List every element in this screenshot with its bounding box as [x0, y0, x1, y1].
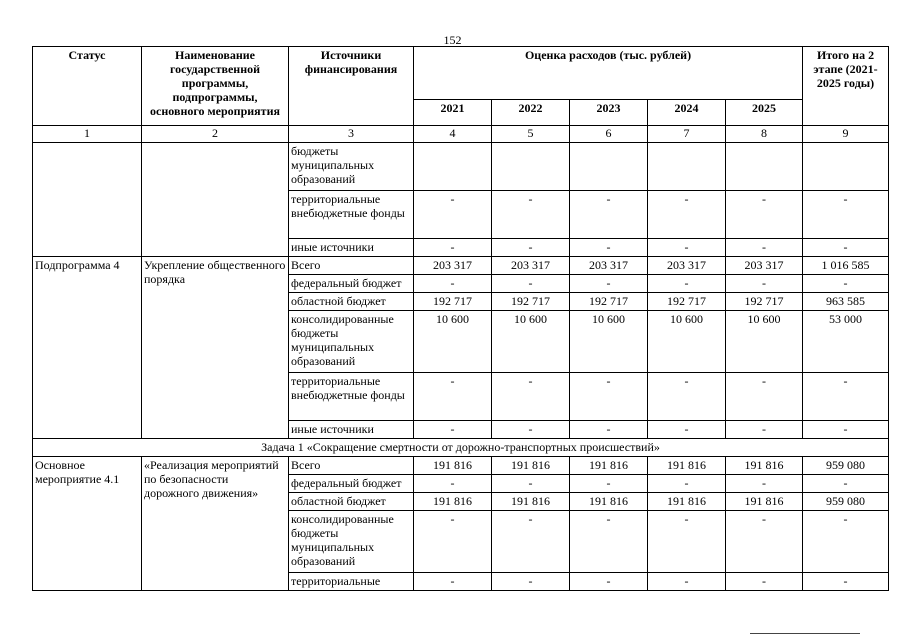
value-cell: - — [414, 191, 492, 239]
value-cell: - — [414, 421, 492, 439]
value-cell: - — [726, 511, 803, 573]
program-name-cell: «Реализация мероприятий по безопасности дорожного движения» — [142, 457, 289, 591]
value-cell: - — [492, 275, 570, 293]
value-cell: - — [570, 239, 648, 257]
column-number: 3 — [289, 126, 414, 143]
source-cell: федеральный бюджет — [289, 475, 414, 493]
value-cell: - — [648, 191, 726, 239]
total-cell: - — [803, 373, 889, 421]
total-cell: - — [803, 573, 889, 591]
total-cell: - — [803, 511, 889, 573]
value-cell: - — [492, 475, 570, 493]
value-cell: - — [570, 511, 648, 573]
total-cell: - — [803, 275, 889, 293]
header-year: 2024 — [648, 100, 726, 126]
value-cell: - — [648, 275, 726, 293]
bottom-divider — [750, 633, 860, 634]
value-cell: - — [726, 573, 803, 591]
status-cell: Основное мероприятие 4.1 — [33, 457, 142, 591]
total-cell: - — [803, 475, 889, 493]
source-cell: территориальные внебюджетные фонды — [289, 373, 414, 421]
value-cell: 191 816 — [492, 493, 570, 511]
value-cell: - — [414, 573, 492, 591]
value-cell: - — [570, 421, 648, 439]
value-cell: - — [726, 421, 803, 439]
value-cell: 191 816 — [570, 493, 648, 511]
value-cell: - — [414, 373, 492, 421]
table-row — [33, 257, 889, 275]
status-cell: Подпрограмма 4 — [33, 257, 142, 439]
status-cell — [33, 143, 142, 257]
column-number: 4 — [414, 126, 492, 143]
source-cell: бюджеты муниципальных образований — [289, 143, 414, 191]
source-cell: областной бюджет — [289, 293, 414, 311]
value-cell: - — [414, 475, 492, 493]
value-cell: 192 717 — [414, 293, 492, 311]
value-cell — [570, 143, 648, 191]
task-row — [33, 439, 889, 457]
value-cell: - — [492, 421, 570, 439]
value-cell: - — [726, 475, 803, 493]
column-number: 2 — [142, 126, 289, 143]
value-cell: - — [492, 373, 570, 421]
value-cell: 10 600 — [570, 311, 648, 373]
column-number: 5 — [492, 126, 570, 143]
value-cell: - — [648, 421, 726, 439]
total-cell: - — [803, 239, 889, 257]
source-cell: консолидированные бюджеты муниципальных образований — [289, 311, 414, 373]
header-year: 2022 — [492, 100, 570, 126]
value-cell: 203 317 — [492, 257, 570, 275]
column-number: 8 — [726, 126, 803, 143]
source-cell: иные источники — [289, 239, 414, 257]
total-cell: 53 000 — [803, 311, 889, 373]
total-cell: 959 080 — [803, 493, 889, 511]
source-cell: консолидированные бюджеты муниципальных образований — [289, 511, 414, 573]
value-cell: 10 600 — [492, 311, 570, 373]
column-number: 9 — [803, 126, 889, 143]
program-name-cell: Укрепление общественного порядка — [142, 257, 289, 439]
value-cell: - — [648, 573, 726, 591]
value-cell: 203 317 — [570, 257, 648, 275]
value-cell: 191 816 — [414, 457, 492, 475]
value-cell: - — [726, 239, 803, 257]
value-cell: - — [492, 239, 570, 257]
value-cell: - — [414, 239, 492, 257]
value-cell — [648, 143, 726, 191]
header-status: Статус — [33, 47, 142, 126]
value-cell — [414, 143, 492, 191]
task-title: Задача 1 «Сокращение смертности от дорожно-транспортных происшествий» — [33, 439, 889, 457]
financing-table — [32, 46, 889, 591]
header-sources: Источники финансирования — [289, 47, 414, 126]
source-cell: Всего — [289, 457, 414, 475]
value-cell: 191 816 — [492, 457, 570, 475]
value-cell: - — [414, 275, 492, 293]
header-expenses: Оценка расходов (тыс. рублей) — [414, 47, 803, 100]
value-cell: 192 717 — [648, 293, 726, 311]
header-program-name: Наименование государственной программы, подпрограммы, основного мероприятия — [142, 47, 289, 126]
value-cell: - — [648, 373, 726, 421]
value-cell: 192 717 — [570, 293, 648, 311]
total-cell — [803, 143, 889, 191]
value-cell: - — [492, 573, 570, 591]
value-cell: - — [492, 511, 570, 573]
page-number: 152 — [443, 33, 462, 47]
value-cell: 203 317 — [414, 257, 492, 275]
value-cell: 192 717 — [492, 293, 570, 311]
value-cell: 191 816 — [414, 493, 492, 511]
program-name-cell — [142, 143, 289, 257]
total-cell: 1 016 585 — [803, 257, 889, 275]
value-cell: - — [570, 573, 648, 591]
source-cell: иные источники — [289, 421, 414, 439]
source-cell: территориальные — [289, 573, 414, 591]
column-number: 7 — [648, 126, 726, 143]
value-cell: - — [492, 191, 570, 239]
value-cell: 191 816 — [726, 457, 803, 475]
value-cell: 203 317 — [648, 257, 726, 275]
value-cell: 191 816 — [648, 493, 726, 511]
value-cell: - — [570, 475, 648, 493]
value-cell: - — [648, 511, 726, 573]
column-number: 6 — [570, 126, 648, 143]
source-cell: областной бюджет — [289, 493, 414, 511]
total-cell: 959 080 — [803, 457, 889, 475]
value-cell: - — [570, 373, 648, 421]
value-cell: - — [570, 275, 648, 293]
value-cell — [726, 143, 803, 191]
column-number: 1 — [33, 126, 142, 143]
source-cell: территориальные внебюджетные фонды — [289, 191, 414, 239]
source-cell: федеральный бюджет — [289, 275, 414, 293]
value-cell: 10 600 — [414, 311, 492, 373]
total-cell: 963 585 — [803, 293, 889, 311]
table-row — [33, 457, 889, 475]
value-cell: - — [648, 475, 726, 493]
value-cell: 191 816 — [726, 493, 803, 511]
value-cell: 191 816 — [648, 457, 726, 475]
header-year: 2021 — [414, 100, 492, 126]
value-cell: - — [726, 373, 803, 421]
header-year: 2023 — [570, 100, 648, 126]
value-cell: 10 600 — [726, 311, 803, 373]
header-total: Итого на 2 этапе (2021-2025 годы) — [803, 47, 889, 126]
source-cell: Всего — [289, 257, 414, 275]
value-cell: 203 317 — [726, 257, 803, 275]
value-cell: - — [414, 511, 492, 573]
value-cell: - — [726, 275, 803, 293]
value-cell: - — [648, 239, 726, 257]
value-cell: 10 600 — [648, 311, 726, 373]
total-cell: - — [803, 191, 889, 239]
table-row — [33, 143, 889, 191]
value-cell — [492, 143, 570, 191]
value-cell: - — [726, 191, 803, 239]
value-cell: 191 816 — [570, 457, 648, 475]
value-cell: 192 717 — [726, 293, 803, 311]
header-year: 2025 — [726, 100, 803, 126]
total-cell: - — [803, 421, 889, 439]
value-cell: - — [570, 191, 648, 239]
